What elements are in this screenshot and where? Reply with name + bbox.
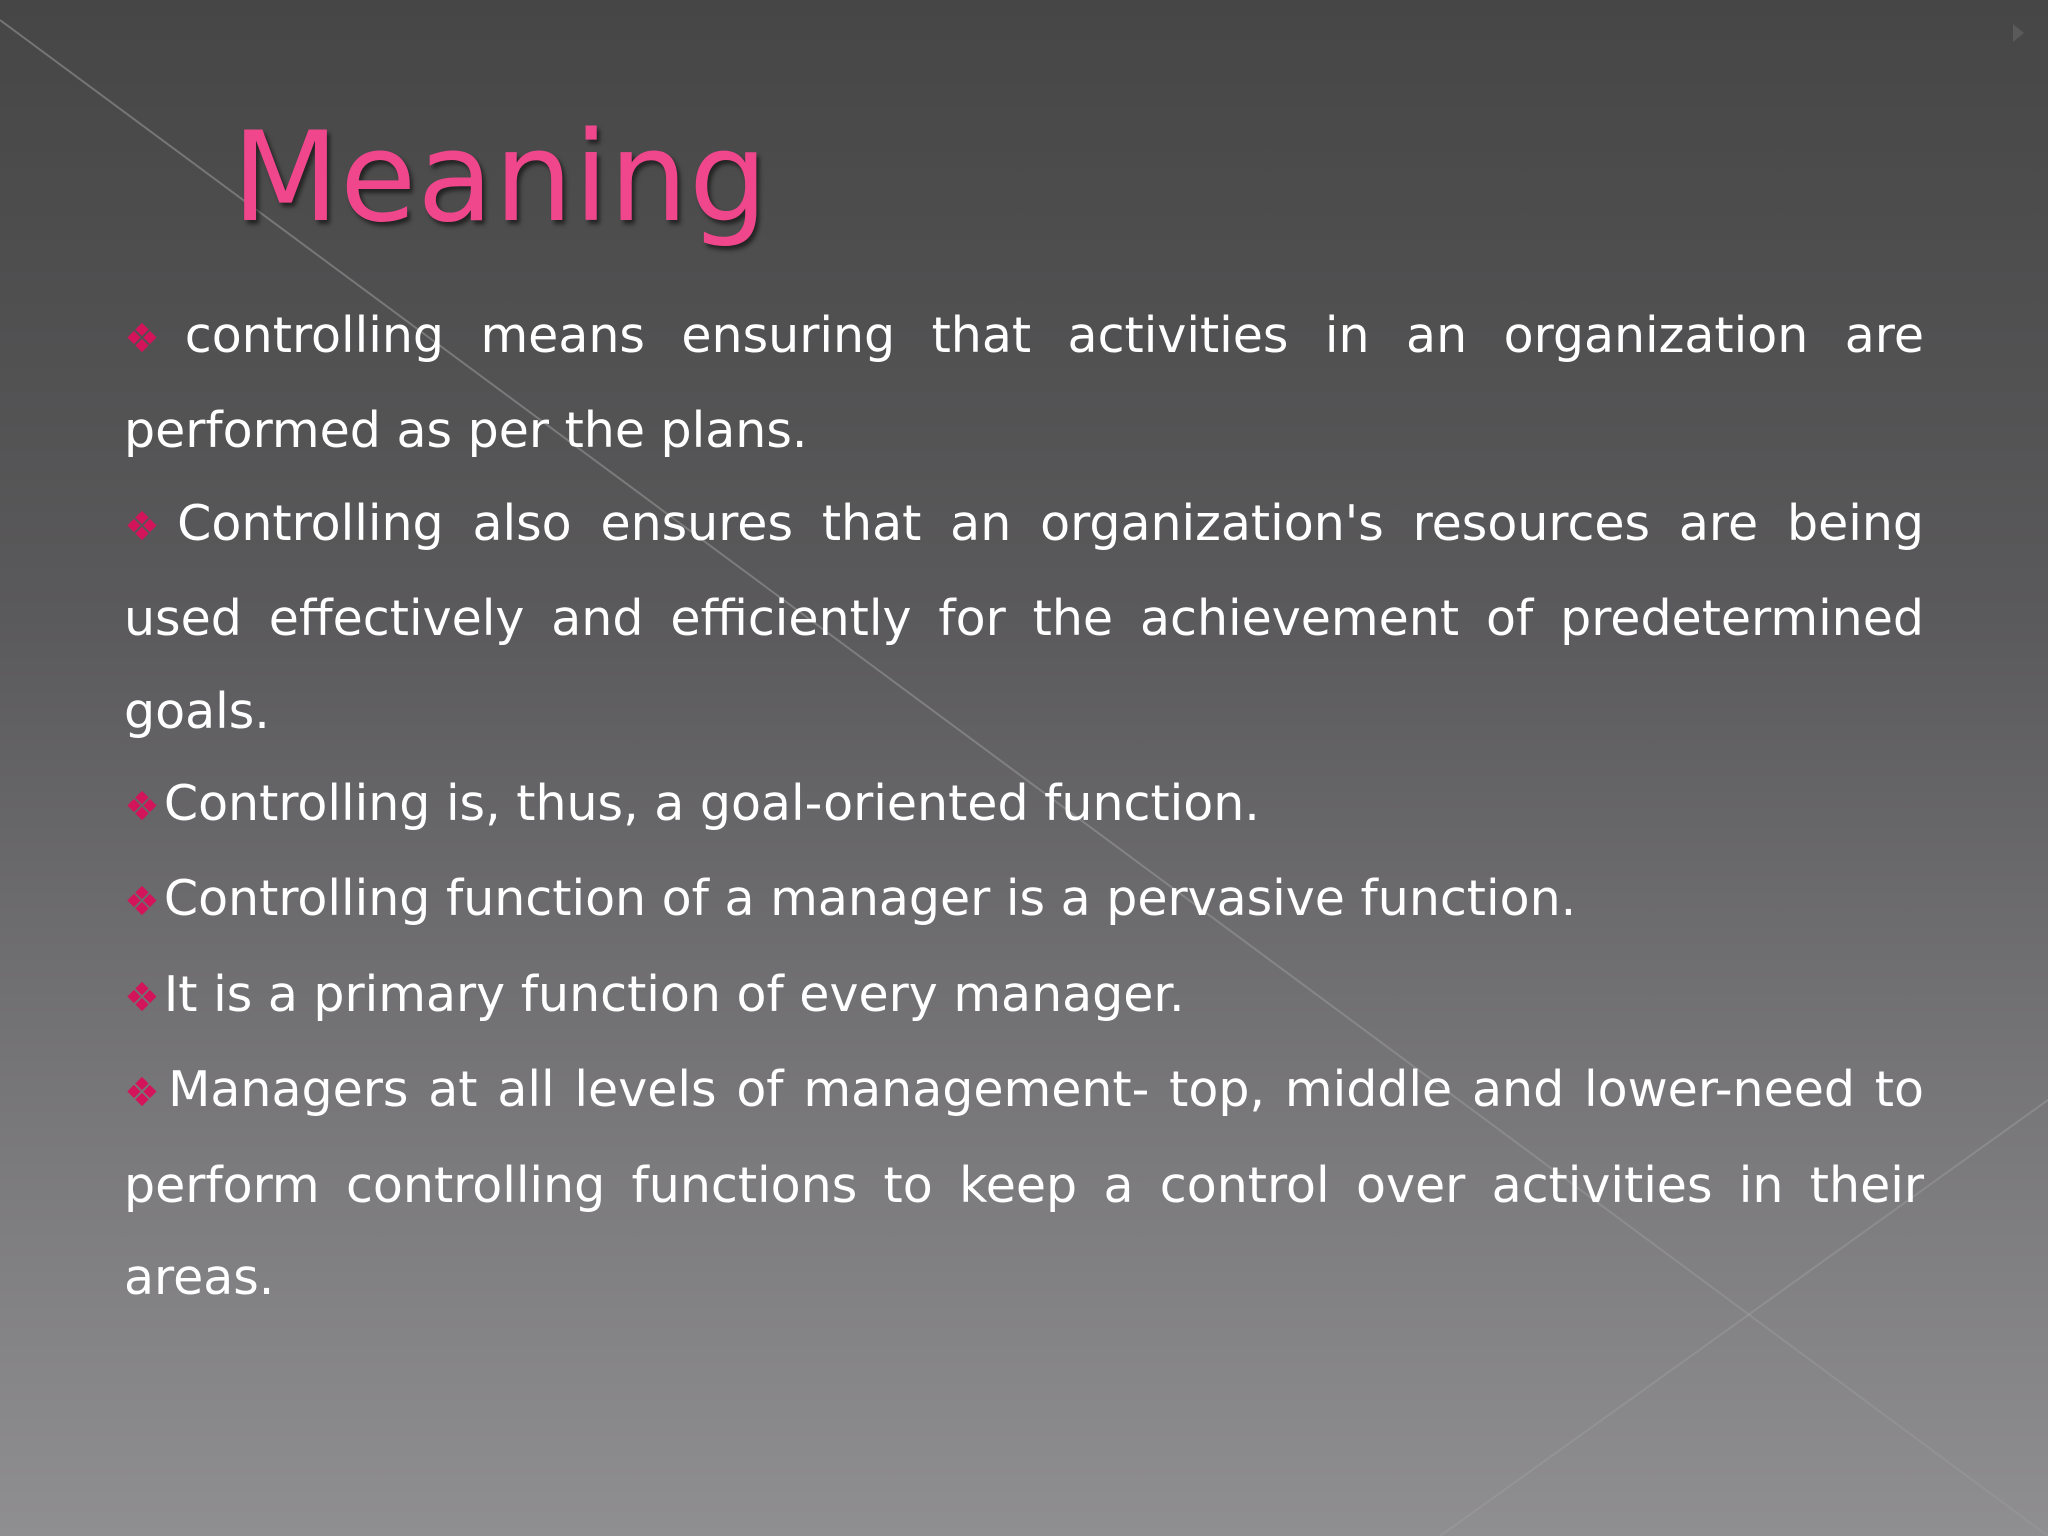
- bullet-text: controlling means ensuring that activities in an organization are performed as per the plans.: [124, 307, 1924, 460]
- four-diamond-bullet-icon: ❖: [124, 316, 181, 362]
- four-diamond-bullet-icon: ❖: [124, 784, 160, 831]
- bullet-paragraph: [124, 290, 1924, 478]
- slide-body: [124, 290, 1924, 1324]
- four-diamond-bullet-icon: ❖: [124, 503, 174, 550]
- bullet-text: Managers at all levels of management- top, middle and lower-need to perform controlling functions to keep a control over activities in their areas.: [124, 1061, 1925, 1307]
- bullet-text: It is a primary function of every manager.: [163, 965, 1185, 1023]
- four-diamond-bullet-icon: ❖: [124, 1070, 165, 1117]
- bullet-text: Controlling also ensures that an organization's resources are being used effectively and efficiently for the achievement of predetermined goals.: [124, 494, 1924, 740]
- bullet-paragraph: [124, 949, 1924, 1044]
- four-diamond-bullet-icon: ❖: [124, 879, 160, 926]
- bullet-paragraph: [124, 758, 1924, 853]
- bullet-text: Controlling is, thus, a goal-oriented function.: [163, 775, 1260, 833]
- bullet-paragraph: [124, 1044, 1924, 1324]
- next-slide-arrow-icon[interactable]: [2013, 24, 2024, 42]
- bullet-paragraph: [124, 853, 1924, 948]
- slide-title: Meaning: [232, 106, 769, 250]
- bullet-text: Controlling function of a manager is a pervasive function.: [163, 870, 1577, 928]
- four-diamond-bullet-icon: ❖: [124, 974, 160, 1021]
- bullet-paragraph: [124, 478, 1924, 758]
